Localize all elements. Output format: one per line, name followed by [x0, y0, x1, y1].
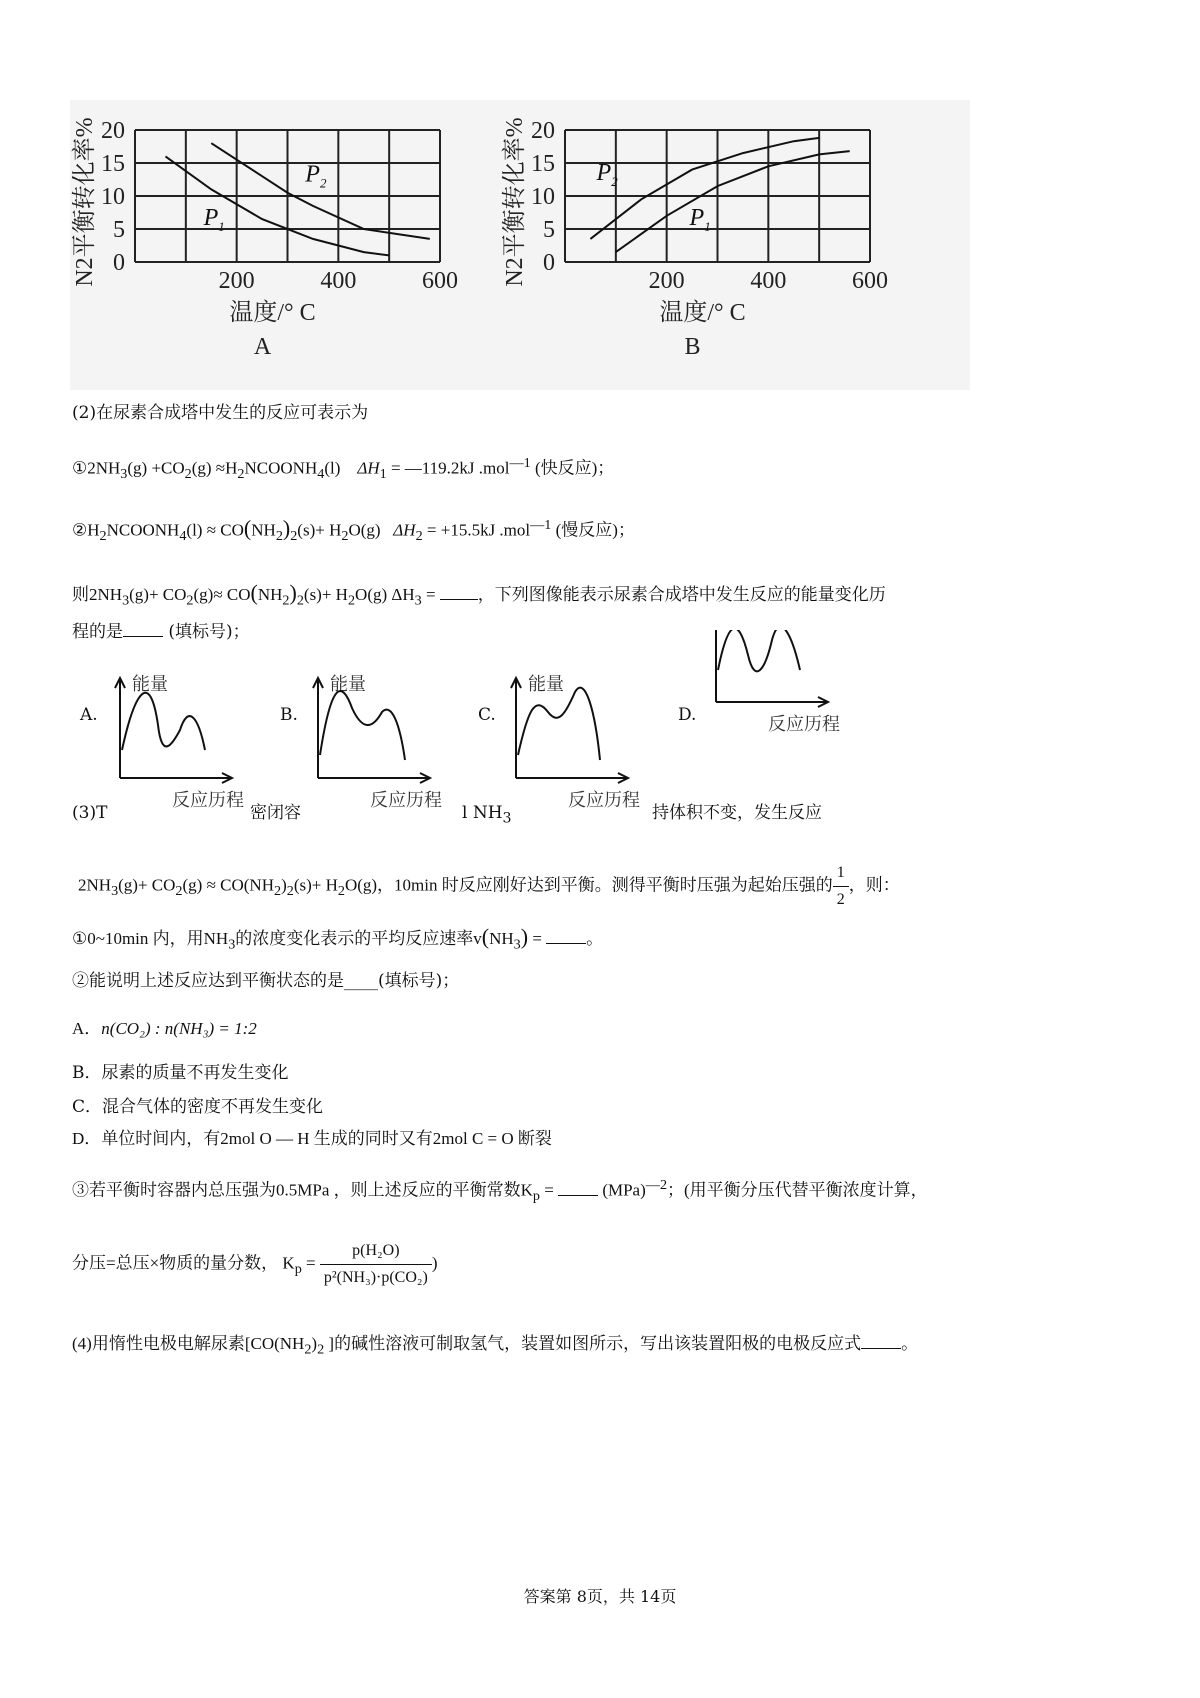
ask-part: O(g) ΔH — [355, 585, 415, 604]
chart-a — [71, 117, 458, 360]
series-label-p2: $P_2$ — [596, 160, 618, 190]
sub: 2 — [290, 528, 298, 545]
r2-dh: ΔH — [393, 520, 416, 540]
sub: 2 — [237, 466, 245, 483]
r2-tail: (慢反应)； — [551, 520, 635, 540]
sub: 3 — [120, 466, 128, 483]
q4-part: (4)用惰性电极电解尿素[CO(NH — [72, 1334, 305, 1353]
sup: —2 — [645, 1177, 668, 1193]
sup: —1 — [509, 455, 531, 471]
x-tick-label: 400 — [320, 268, 357, 294]
r2-value: = +15.5kJ .mol — [422, 520, 531, 540]
sub: 2 — [184, 466, 192, 483]
sub: 3 — [414, 592, 422, 609]
sub: 2 — [175, 882, 183, 899]
panel-label: B — [684, 334, 701, 360]
eq-part: O(g)，10min 时反应刚好达到平衡。测得平衡时压强为起始压强的 — [344, 875, 833, 895]
answer-blank-kp[interactable] — [558, 1177, 598, 1196]
r1-dh: ΔH — [357, 458, 380, 478]
kp-fraction — [320, 1238, 432, 1291]
eq-part: 2NH — [78, 875, 112, 895]
q3-part: 密闭容 — [250, 803, 301, 823]
series-line-p1 — [616, 151, 850, 252]
energy-option-d — [711, 630, 840, 734]
sub: 2 — [186, 592, 194, 609]
sub: 2 — [273, 882, 282, 899]
answer-blank-rate[interactable] — [546, 925, 586, 944]
frac-den: 2 — [836, 891, 845, 908]
x-tick-label: 200 — [648, 268, 685, 294]
q2-intro: (2)在尿素合成塔中发生的反应可表示为 — [72, 403, 369, 423]
y-tick-label: 15 — [531, 151, 555, 177]
kp-part: = — [301, 1253, 320, 1273]
y-tick-label: 10 — [101, 184, 125, 210]
series-line-p2 — [211, 143, 429, 239]
progress-label: 反应历程 — [370, 790, 442, 810]
q3-1-part: 的浓度变化表示的平均反应速率v — [235, 929, 482, 948]
q2-question: 则$2NH_3(g)+ CO_2(g)\approx CO(NH_2)_2(s)+ H_2O(g) \Delta H_3$ = ，下列图像能表示尿素合成塔中发生反应的能量变化历 — [72, 580, 886, 609]
ask-part: 则2NH — [72, 585, 123, 604]
ask-part: 程的是 — [72, 622, 123, 642]
sub: 2 — [282, 592, 290, 609]
energy-option-b — [313, 674, 442, 810]
q3-sub3 — [72, 1172, 928, 1209]
r2-part: (s)+ H — [297, 520, 342, 540]
q3-equation — [78, 860, 900, 913]
x-tick-label: 200 — [218, 268, 255, 294]
x-axis-label: 温度/° C — [659, 300, 746, 326]
sub: 2 — [317, 1341, 325, 1358]
answer-blank-anode[interactable] — [861, 1330, 901, 1349]
eq-part: (g) ≈ CO(NH — [182, 875, 274, 895]
series-label-p1: $P_1$ — [203, 205, 225, 235]
energy-option-c — [511, 674, 640, 810]
option-a-text: n(CO₂) : n(NH₃) = 1:2 — [101, 1019, 257, 1038]
panel-label: A — [253, 334, 272, 360]
sub: 3 — [502, 810, 512, 827]
q3-3-part: = — [539, 1180, 559, 1200]
y-axis-label: N2平衡转化率% — [502, 117, 528, 287]
ask-part: (g)≈ CO — [193, 585, 251, 604]
energy-label: 能量 — [528, 674, 564, 694]
option-c: C．混合气体的密度不再发生变化 — [72, 1097, 324, 1117]
x-tick-label: 400 — [750, 268, 787, 294]
sub: 1 — [379, 466, 387, 483]
q3-part-c — [462, 800, 512, 831]
page-footer: 答案第 8页，共 14页 — [523, 1587, 677, 1606]
q3-3-part: ；(用平衡分压代替平衡浓度计算， — [667, 1180, 928, 1200]
energy-option-a — [115, 674, 244, 810]
q3-1-part: 。 — [586, 929, 604, 948]
r1-part: (g) +CO — [127, 458, 185, 478]
q3-sub1: ①0~10min 内，用$NH_3$的浓度变化表示的平均反应速率$v(NH_3)$ = 。 — [72, 924, 604, 953]
figure-panel-ab — [70, 100, 970, 390]
sub: 3 — [513, 936, 521, 953]
q4-part: ) — [311, 1334, 318, 1353]
conversion-charts — [70, 100, 970, 390]
energy-curve — [320, 691, 405, 760]
q3-sub3-line2 — [72, 1238, 437, 1291]
energy-label: 能量 — [330, 674, 366, 694]
eq-part: (g)+ CO — [118, 875, 176, 895]
option-c-label: C. — [478, 705, 496, 725]
sub: 2 — [347, 592, 356, 609]
q2-reaction-2: $②H_2NCOONH_4(l) \approx CO(NH_2)_2(s)+ H_2O(g)$ $\Delta H_2 = +15.5kJ$ .mol$^{—1}$ (慢反应)； — [72, 515, 635, 545]
r2-part: NCOONH — [106, 520, 180, 540]
r2-part: ②H — [72, 520, 100, 540]
sub: 2 — [337, 882, 345, 899]
sub: 2 — [275, 528, 283, 545]
y-tick-label: 0 — [543, 250, 555, 276]
kp-den: p²(NH₃)·p(CO₂) — [323, 1269, 428, 1286]
q3-3-part: (MPa) — [598, 1180, 646, 1200]
progress-label: 反应历程 — [768, 714, 840, 734]
option-d: D．单位时间内，有2mol O — H 生成的同时又有2mol C = O 断裂 — [72, 1129, 552, 1148]
q3-part: (3)T — [72, 803, 108, 823]
option-a-label: A. — [80, 705, 98, 725]
sub: 2 — [341, 528, 349, 545]
r2-part: (l) ≈ CO — [186, 520, 244, 540]
sub: 2 — [415, 528, 423, 545]
x-tick-label: 600 — [852, 268, 888, 294]
sub: 2 — [296, 592, 304, 609]
sub: 3 — [228, 936, 236, 953]
frac-num: 1 — [833, 860, 849, 887]
kp-part: 分压=总压×物质的量分数， K — [72, 1253, 295, 1273]
sub: 2 — [99, 528, 107, 545]
sup: —1 — [530, 517, 552, 533]
eq-part: (s)+ H — [293, 875, 338, 895]
r1-part: (g) ≈H — [191, 458, 238, 478]
sub: 4 — [317, 466, 325, 483]
y-tick-label: 20 — [531, 118, 555, 144]
y-tick-label: 5 — [543, 217, 555, 243]
series-label-p1: $P_1$ — [689, 205, 711, 235]
q4 — [72, 1330, 918, 1362]
q3-1-part: = — [528, 929, 547, 948]
energy-curve — [122, 693, 205, 750]
y-tick-label: 20 — [101, 118, 125, 144]
energy-curve — [718, 630, 800, 671]
x-tick-label: 600 — [422, 268, 458, 294]
r1-part: (l) — [324, 458, 341, 478]
energy-label: 能量 — [132, 674, 168, 694]
sub: 3 — [122, 592, 130, 609]
q4-part: ]的碱性溶液可制取氢气，装置如图所示，写出该装置阳极的电极反应式 — [324, 1334, 862, 1353]
option-a — [72, 1016, 257, 1042]
sub: 2 — [286, 882, 294, 899]
eq-part: ，则： — [848, 875, 900, 895]
r2-part: NH — [251, 520, 276, 540]
kp-part: ) — [431, 1253, 438, 1273]
q3-1-part: ①0~10min 内，用NH — [72, 929, 229, 948]
x-axis-label: 温度/° C — [229, 300, 316, 326]
q3-1-part: NH — [489, 929, 514, 948]
sub: 2 — [304, 1341, 312, 1358]
progress-label: 反应历程 — [172, 790, 244, 810]
eq-part: ) — [281, 875, 287, 895]
series-label-p2: $P_2$ — [305, 161, 327, 191]
ask-part: ，下列图像能表示尿素合成塔中发生反应的能量变化历 — [477, 585, 886, 604]
option-b-label: B. — [280, 705, 298, 725]
r1-tail: (快反应)； — [530, 458, 615, 478]
ask-part: (填标号)； — [163, 622, 250, 642]
chart-b — [501, 117, 888, 360]
fraction-one-half — [833, 860, 849, 913]
option-d-label: D. — [678, 705, 697, 725]
q3-part: l NH — [462, 803, 503, 823]
q4-part: 。 — [901, 1334, 919, 1353]
answer-blank-dh3[interactable] — [440, 581, 478, 600]
r2-part: O(g) — [348, 520, 381, 540]
q3-sub2: ②能说明上述反应达到平衡状态的是____(填标号)； — [72, 971, 460, 991]
r1-part: ①2NH — [72, 458, 121, 478]
progress-label: 反应历程 — [568, 790, 640, 810]
option-b: B．尿素的质量不再发生变化 — [72, 1063, 289, 1083]
series-line-p1 — [166, 156, 390, 255]
q3-part: 持体积不变，发生反应 — [652, 803, 822, 823]
ask-part: (s)+ H — [303, 585, 348, 604]
energy-curve — [518, 688, 600, 760]
y-tick-label: 0 — [113, 250, 125, 276]
y-tick-label: 5 — [113, 217, 125, 243]
ask-part: = — [421, 585, 440, 604]
q2-reaction-1 — [72, 450, 614, 487]
kp-num: p(H₂O) — [320, 1238, 432, 1265]
option-a-prefix: A． — [72, 1019, 102, 1038]
sub: p — [532, 1188, 540, 1205]
y-axis-label: N2平衡转化率% — [72, 117, 98, 287]
y-tick-label: 10 — [531, 184, 555, 210]
ask-part: NH — [257, 585, 283, 604]
sub: 4 — [179, 528, 187, 545]
q3-3-part: ③若平衡时容器内总压强为0.5MPa ，则上述反应的平衡常数K — [72, 1180, 533, 1200]
r1-part: NCOONH — [244, 458, 318, 478]
y-tick-label: 15 — [101, 151, 125, 177]
sub: p — [294, 1260, 302, 1277]
ask-part: (g)+ CO — [129, 585, 187, 604]
sub: 3 — [111, 882, 119, 899]
r1-value: = —119.2kJ .mol — [386, 458, 510, 478]
